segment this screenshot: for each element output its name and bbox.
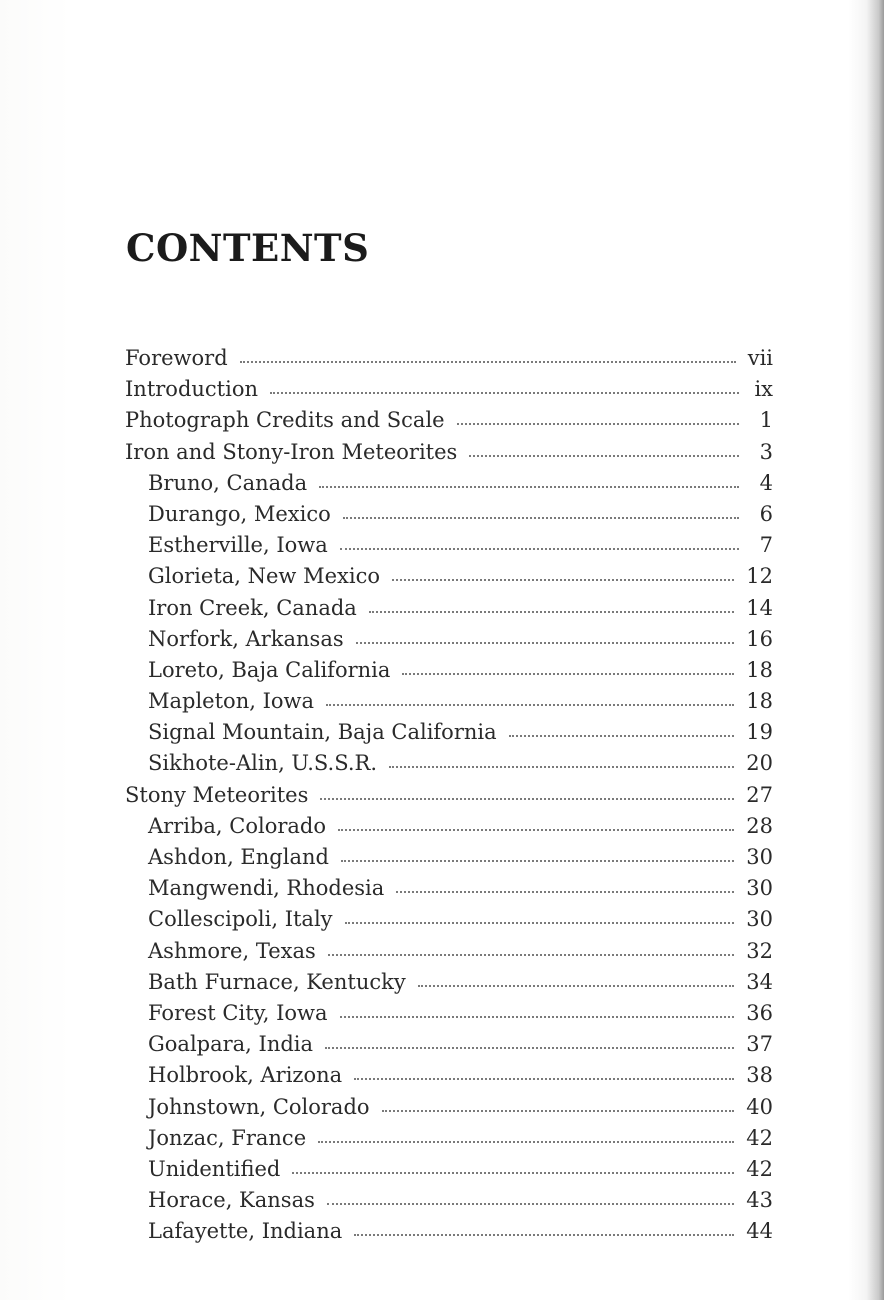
toc-entry-label: Mapleton, Iowa bbox=[148, 689, 315, 714]
toc-page-number: 28 bbox=[746, 813, 773, 838]
dot-leader bbox=[320, 796, 734, 800]
dot-leader bbox=[457, 421, 739, 425]
toc-subentry bbox=[125, 1123, 773, 1154]
toc-subentry bbox=[125, 748, 773, 779]
toc-subentry bbox=[125, 530, 773, 561]
toc-page-number: 42 bbox=[746, 1125, 773, 1150]
toc-subentry bbox=[125, 1154, 773, 1185]
toc-entry bbox=[125, 437, 773, 468]
toc-subentry bbox=[125, 1092, 773, 1123]
toc-entry-label: Forest City, Iowa bbox=[148, 1000, 328, 1025]
dot-leader bbox=[341, 858, 734, 862]
dot-leader bbox=[270, 390, 739, 394]
toc-subentry bbox=[125, 936, 773, 967]
toc-page-number: 37 bbox=[746, 1032, 773, 1057]
dot-leader bbox=[325, 1045, 734, 1049]
toc-entry-label: Glorieta, New Mexico bbox=[148, 564, 380, 589]
toc-entry-label: Estherville, Iowa bbox=[148, 533, 328, 558]
toc-page-number: 4 bbox=[759, 470, 773, 495]
toc-entry-label: Iron and Stony-Iron Meteorites bbox=[125, 439, 458, 464]
toc-entry-label: Signal Mountain, Baja California bbox=[148, 720, 497, 745]
dot-leader bbox=[354, 1076, 734, 1080]
toc-entry-label: Photograph Credits and Scale bbox=[125, 408, 445, 433]
toc-subentry bbox=[125, 717, 773, 748]
dot-leader bbox=[326, 702, 734, 706]
dot-leader bbox=[356, 640, 735, 644]
toc-page-number: 20 bbox=[746, 751, 773, 776]
toc-page-number: 12 bbox=[746, 564, 773, 589]
toc-page-number: 44 bbox=[746, 1219, 773, 1244]
dot-leader bbox=[328, 952, 734, 956]
toc-subentry bbox=[125, 842, 773, 873]
dot-leader bbox=[318, 1139, 734, 1143]
toc-subentry bbox=[125, 468, 773, 499]
page-title: CONTENTS bbox=[126, 226, 370, 270]
toc-page-number: vii bbox=[747, 346, 773, 370]
toc-entry-label: Horace, Kansas bbox=[148, 1188, 315, 1213]
dot-leader bbox=[382, 1108, 735, 1112]
toc-page-number: 43 bbox=[746, 1188, 773, 1213]
toc-subentry bbox=[125, 593, 773, 624]
toc-subentry bbox=[125, 1029, 773, 1060]
toc-entry bbox=[125, 405, 773, 436]
toc-subentry bbox=[125, 1216, 773, 1247]
toc-page-number: 42 bbox=[746, 1156, 773, 1181]
dot-leader bbox=[509, 733, 735, 737]
toc-entry-label: Johnstown, Colorado bbox=[148, 1094, 370, 1119]
toc-entry-label: Arriba, Colorado bbox=[148, 813, 326, 838]
toc-entry-label: Goalpara, India bbox=[148, 1032, 314, 1057]
toc-entry-label: Unidentified bbox=[148, 1156, 281, 1181]
toc-page-number: 6 bbox=[759, 501, 773, 526]
toc-subentry bbox=[125, 655, 773, 686]
toc-page-number: 27 bbox=[746, 782, 773, 807]
toc-page-number: 30 bbox=[746, 845, 773, 869]
toc-page-number: 3 bbox=[759, 439, 773, 464]
dot-leader bbox=[292, 1170, 734, 1174]
toc-entry-label: Durango, Mexico bbox=[148, 501, 331, 526]
toc-entry-label: Introduction bbox=[125, 377, 258, 402]
toc-entry-label: Bath Furnace, Kentucky bbox=[148, 969, 406, 994]
dot-leader bbox=[392, 577, 734, 581]
toc-page-number: 1 bbox=[759, 408, 773, 433]
toc-subentry bbox=[125, 499, 773, 530]
toc-entry-label: Loreto, Baja California bbox=[148, 657, 391, 682]
toc-entry-label: Jonzac, France bbox=[148, 1125, 307, 1150]
dot-leader bbox=[343, 515, 739, 519]
dot-leader bbox=[469, 453, 739, 457]
dot-leader bbox=[345, 920, 735, 924]
toc-entry-label: Foreword bbox=[125, 346, 228, 370]
toc-page-number: 38 bbox=[746, 1063, 773, 1088]
toc-entry-label: Ashmore, Texas bbox=[148, 938, 316, 963]
toc-page-number: 32 bbox=[746, 938, 773, 963]
toc-page-number: 18 bbox=[746, 657, 773, 682]
toc-entry-label: Iron Creek, Canada bbox=[148, 595, 357, 620]
toc-entry-label: Lafayette, Indiana bbox=[148, 1219, 343, 1244]
dot-leader bbox=[369, 609, 734, 613]
toc-page-number: 30 bbox=[746, 907, 773, 932]
toc-subentry bbox=[125, 1060, 773, 1091]
toc-entry bbox=[125, 343, 773, 374]
toc-page-number: 30 bbox=[746, 876, 773, 901]
toc-subentry bbox=[125, 998, 773, 1029]
toc-subentry bbox=[125, 873, 773, 904]
toc-page-number: 40 bbox=[746, 1094, 773, 1119]
toc-page-number: 19 bbox=[746, 720, 773, 745]
toc-entry-label: Norfork, Arkansas bbox=[148, 626, 344, 651]
toc-page-number: 14 bbox=[746, 595, 773, 620]
toc-subentry bbox=[125, 624, 773, 655]
toc-subentry bbox=[125, 904, 773, 935]
toc-subentry bbox=[125, 561, 773, 592]
dot-leader bbox=[319, 484, 739, 488]
toc-subentry bbox=[125, 686, 773, 717]
toc-entry-label: Mangwendi, Rhodesia bbox=[148, 876, 385, 901]
toc-entry bbox=[125, 374, 773, 405]
dot-leader bbox=[396, 889, 734, 893]
dot-leader bbox=[340, 546, 739, 550]
toc-entry-label: Stony Meteorites bbox=[125, 782, 309, 807]
toc-page-number: 18 bbox=[746, 689, 773, 714]
dot-leader bbox=[389, 764, 734, 768]
toc-entry-label: Sikhote-Alin, U.S.S.R. bbox=[148, 751, 377, 776]
dot-leader bbox=[338, 827, 734, 831]
toc-page-number: 36 bbox=[746, 1000, 773, 1025]
dot-leader bbox=[240, 359, 736, 363]
toc-subentry bbox=[125, 1185, 773, 1216]
dot-leader bbox=[418, 983, 735, 987]
dot-leader bbox=[402, 671, 734, 675]
toc-page-number: 34 bbox=[746, 969, 773, 994]
toc-subentry bbox=[125, 967, 773, 998]
toc-entry bbox=[125, 780, 773, 811]
toc-page-number: ix bbox=[754, 377, 773, 402]
toc-subentry bbox=[125, 811, 773, 842]
toc-entry-label: Holbrook, Arizona bbox=[148, 1063, 343, 1088]
table-of-contents bbox=[125, 343, 773, 1247]
dot-leader bbox=[340, 1014, 735, 1018]
toc-page-number: 7 bbox=[759, 533, 773, 558]
toc-entry-label: Ashdon, England bbox=[148, 845, 329, 869]
dot-leader bbox=[354, 1232, 734, 1236]
toc-page-number: 16 bbox=[746, 626, 773, 651]
dot-leader bbox=[327, 1201, 734, 1205]
toc-entry-label: Bruno, Canada bbox=[148, 470, 308, 495]
toc-entry-label: Collescipoli, Italy bbox=[148, 907, 333, 932]
